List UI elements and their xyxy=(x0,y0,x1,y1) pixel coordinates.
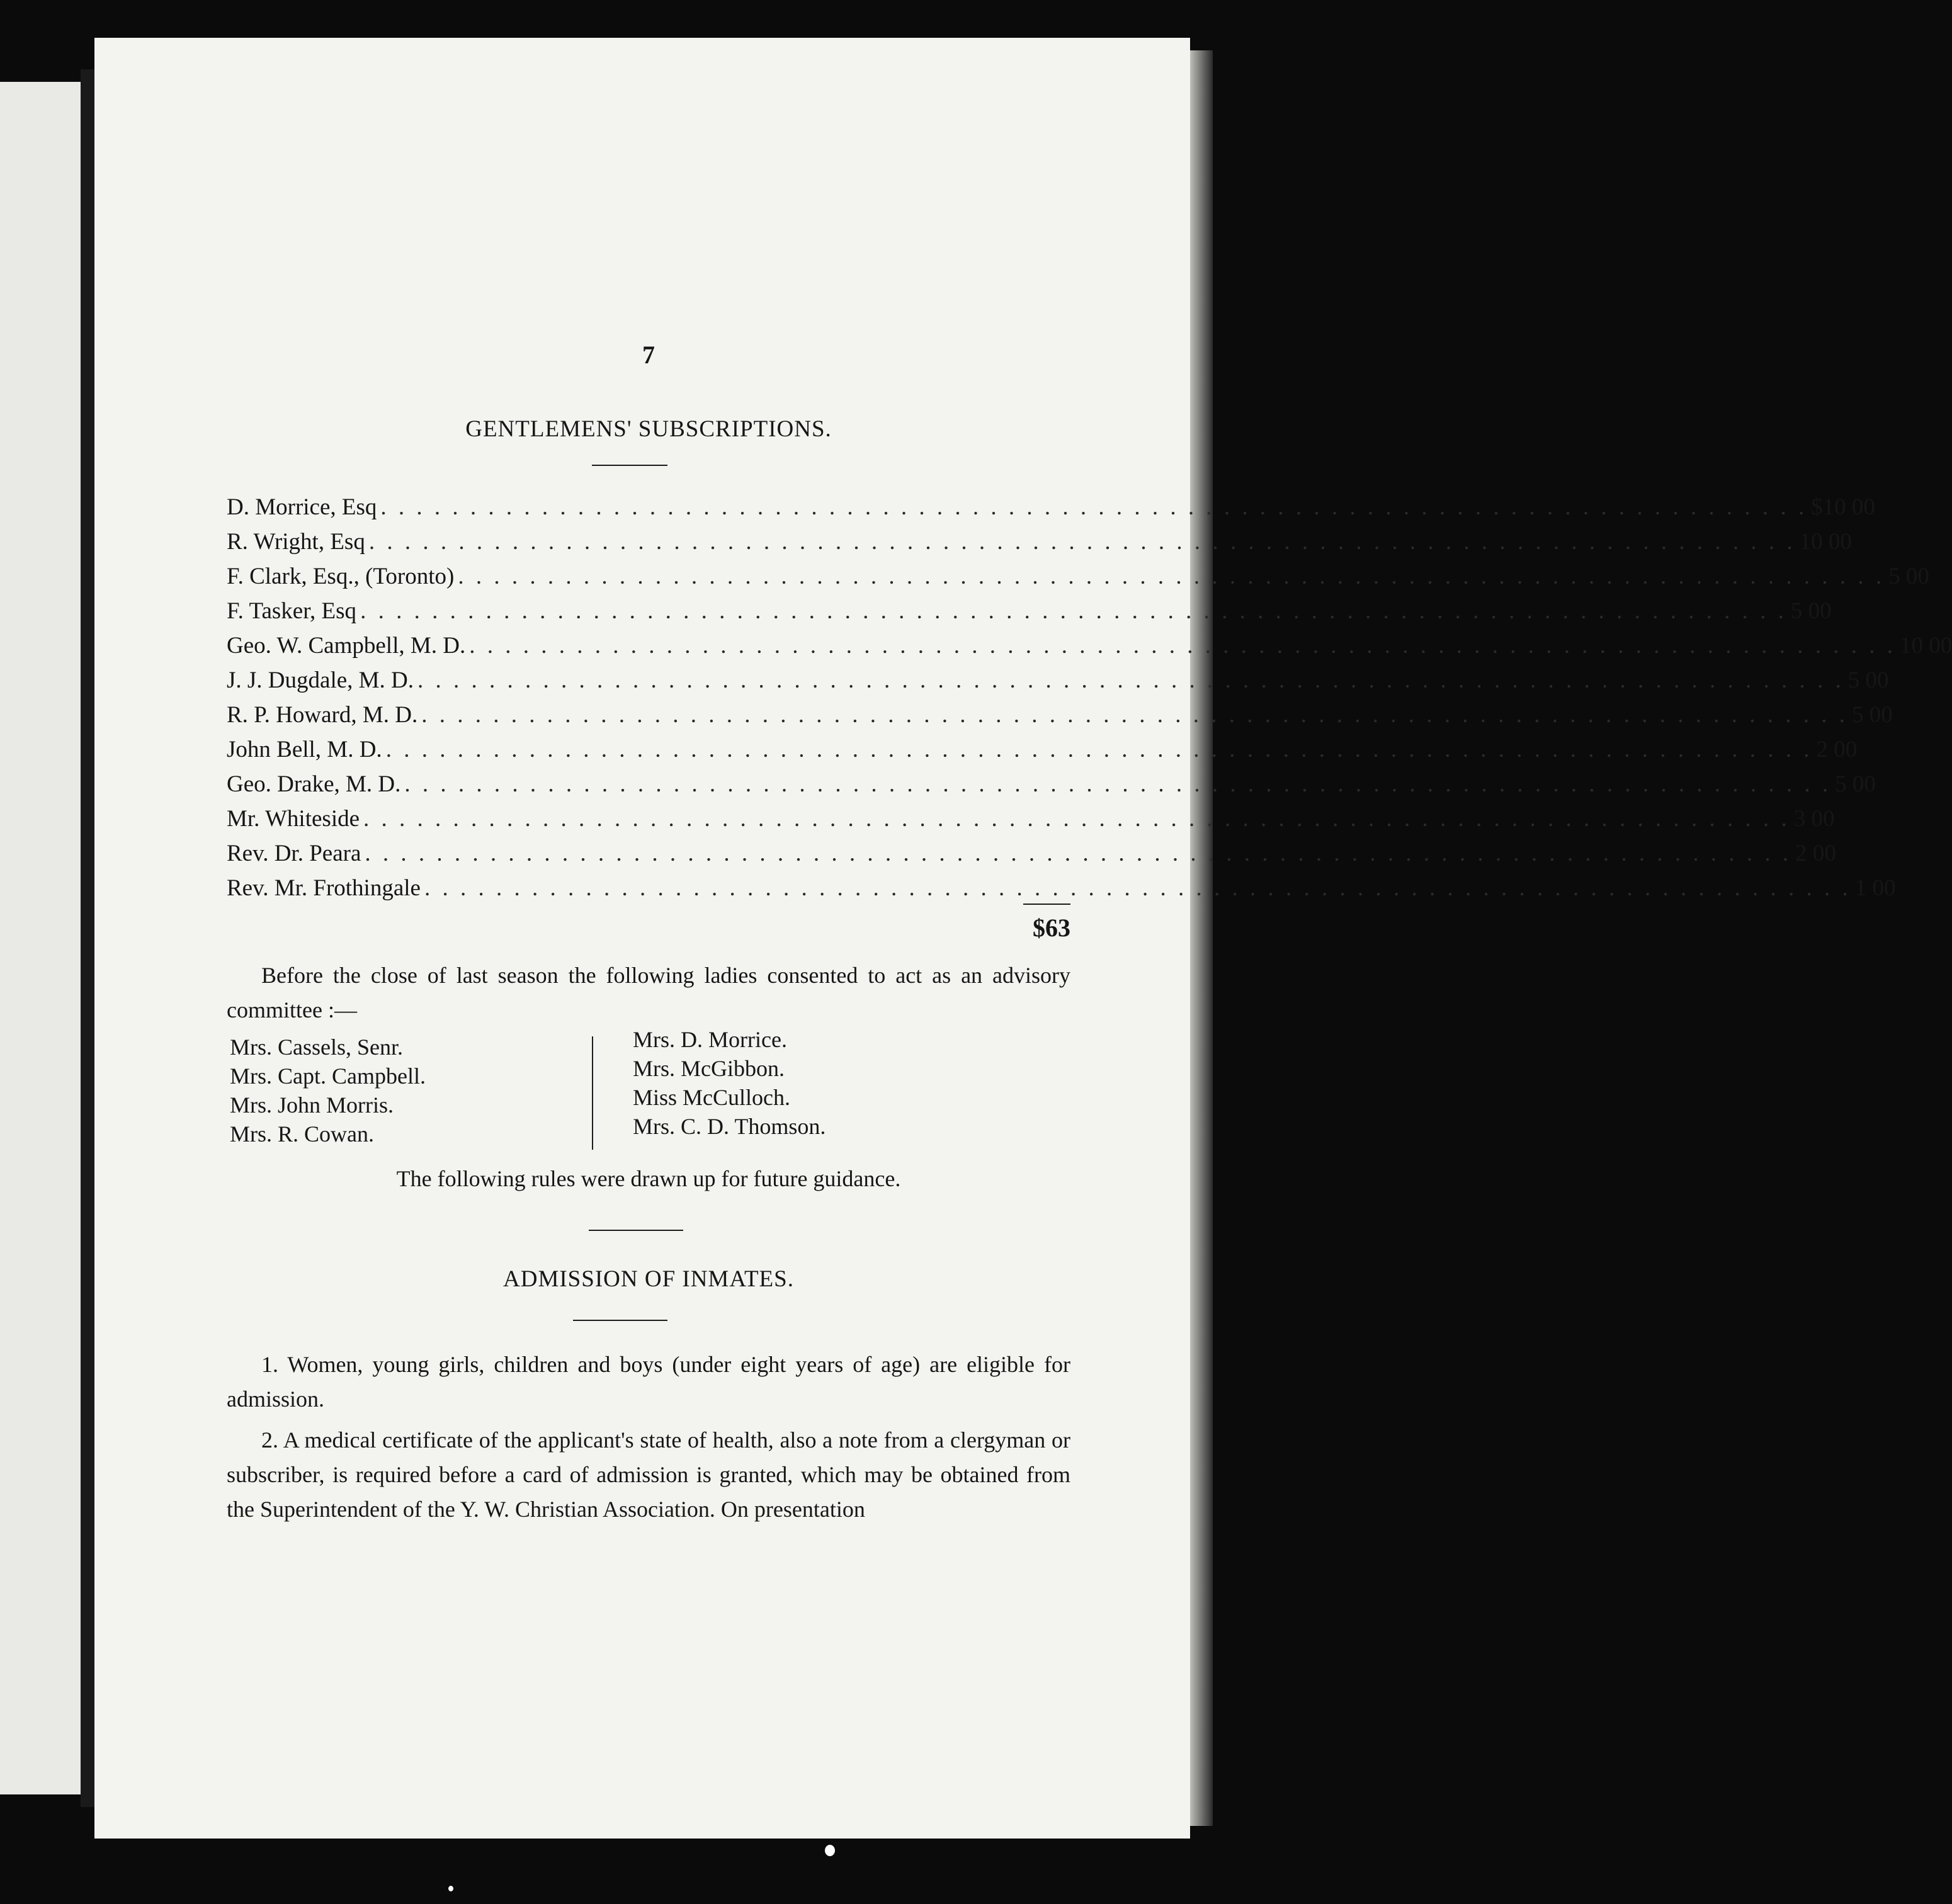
scan-speck xyxy=(825,1845,835,1856)
dot-leader: . . . . . . . . . . . . . . . . . . . . . . . . . . . . . . . . . . . . . . . . . . . . . . . . . . . . . . . . . . . . . . . . . . . . . . . . . . . . . . . . xyxy=(469,633,1896,659)
subscription-row xyxy=(227,559,1929,594)
admission-underline xyxy=(573,1320,667,1321)
committee-member: Mrs. John Morris. xyxy=(230,1092,394,1118)
subscription-row xyxy=(227,802,1835,836)
advisory-committee xyxy=(227,1027,1070,1159)
dot-leader: . . . . . . . . . . . . . . . . . . . . . . . . . . . . . . . . . . . . . . . . . . . . . . . . . . . . . . . . . . . . . . . . . . . . . . . . . . . . . . . . xyxy=(421,702,1848,728)
subscription-amount: 5 00 xyxy=(1851,702,1893,728)
admission-rule-1: 1. Women, young girls, children and boys (under eight years of age) are eligible for admission. xyxy=(227,1352,1070,1412)
dot-leader: . . . . . . . . . . . . . . . . . . . . . . . . . . . . . . . . . . . . . . . . . . . . . . . . . . . . . . . . . . . . . . . . . . . . . . . . . . . . . . . . xyxy=(404,771,1832,797)
subscription-row xyxy=(227,628,1952,663)
subscriber-name: Geo. W. Campbell, M. D. xyxy=(227,633,466,659)
subscription-amount: 10 00 xyxy=(1899,633,1952,659)
subscriber-name: Mr. Whiteside xyxy=(227,806,360,832)
committee-member: Mrs. McGibbon. xyxy=(633,1056,785,1081)
subscriber-name: F. Tasker, Esq xyxy=(227,598,357,624)
subscription-row xyxy=(227,871,1896,905)
committee-member: Mrs. R. Cowan. xyxy=(230,1121,375,1147)
binding-gutter xyxy=(81,69,94,1807)
dot-leader: . . . . . . . . . . . . . . . . . . . . . . . . . . . . . . . . . . . . . . . . . . . . . . . . . . . . . . . . . . . . . . . . . . . . . . . . . . . . . . . . xyxy=(458,564,1885,589)
committee-right-column xyxy=(633,1025,826,1141)
subscription-row xyxy=(227,663,1889,698)
dot-leader: . . . . . . . . . . . . . . . . . . . . . . . . . . . . . . . . . . . . . . . . . . . . . . . . . . . . . . . . . . . . . . . . . . . . . . . . . . . . . . . . xyxy=(365,841,1792,866)
subscription-row xyxy=(227,490,1875,524)
subscription-amount: 2 00 xyxy=(1795,841,1836,866)
committee-left-column xyxy=(230,1033,426,1148)
subscriber-name: J. J. Dugdale, M. D. xyxy=(227,667,414,693)
subscriber-name: Rev. Mr. Frothingale xyxy=(227,875,421,901)
subscriber-name: Geo. Drake, M. D. xyxy=(227,771,401,797)
subscription-amount: 5 00 xyxy=(1835,771,1876,797)
subscription-row xyxy=(227,767,1876,802)
committee-member: Mrs. D. Morrice. xyxy=(633,1027,787,1052)
dot-leader: . . . . . . . . . . . . . . . . . . . . . . . . . . . . . . . . . . . . . . . . . . . . . . . . . . . . . . . . . . . . . . . . . . . . . . . . . . . . . . . . xyxy=(424,875,1851,901)
dot-leader: . . . . . . . . . . . . . . . . . . . . . . . . . . . . . . . . . . . . . . . . . . . . . . . . . . . . . . . . . . . . . . . . . . . . . . . . . . . . . . . . xyxy=(360,598,1787,624)
admission-heading: ADMISSION OF INMATES. xyxy=(503,1266,794,1292)
subscription-row xyxy=(227,698,1893,732)
subscription-amount: 5 00 xyxy=(1847,667,1889,693)
subscription-amount: 10 00 xyxy=(1799,529,1852,555)
subscriptions-total: $63 xyxy=(1033,914,1070,942)
total-rule xyxy=(1023,904,1070,905)
committee-member: Mrs. Capt. Campbell. xyxy=(230,1063,426,1089)
document-page xyxy=(94,38,1952,1839)
subscription-amount: 1 00 xyxy=(1854,875,1896,901)
section-divider xyxy=(589,1230,683,1231)
subscription-row xyxy=(227,732,1858,767)
committee-intro: Before the close of last season the following ladies consented to act as an advisory committee :— xyxy=(227,963,1070,1023)
subscription-row xyxy=(227,836,1836,871)
subscription-amount: 5 00 xyxy=(1888,564,1929,589)
subscriber-name: John Bell, M. D. xyxy=(227,737,382,762)
subscription-amount: 2 00 xyxy=(1816,737,1858,762)
subscription-row xyxy=(227,594,1832,628)
dot-leader: . . . . . . . . . . . . . . . . . . . . . . . . . . . . . . . . . . . . . . . . . . . . . . . . . . . . . . . . . . . . . . . . . . . . . . . . . . . . . . . . xyxy=(417,667,1844,693)
subscriber-name: Rev. Dr. Peara xyxy=(227,841,361,866)
page-shadow xyxy=(1190,50,1213,1826)
committee-member: Mrs. C. D. Thomson. xyxy=(633,1114,826,1139)
dot-leader: . . . . . . . . . . . . . . . . . . . . . . . . . . . . . . . . . . . . . . . . . . . . . . . . . . . . . . . . . . . . . . . . . . . . . . . . . . . . . . . . xyxy=(363,806,1790,832)
dot-leader: . . . . . . . . . . . . . . . . . . . . . . . . . . . . . . . . . . . . . . . . . . . . . . . . . . . . . . . . . . . . . . . . . . . . . . . . . . . . . . . . xyxy=(385,737,1813,762)
rules-intro: The following rules were drawn up for future guidance. xyxy=(396,1166,901,1191)
subscription-row xyxy=(227,524,1852,559)
column-divider xyxy=(592,1036,593,1150)
subscription-amount: 5 00 xyxy=(1790,598,1832,624)
committee-member: Miss McCulloch. xyxy=(633,1085,791,1110)
subscription-amount: 3 00 xyxy=(1793,806,1835,832)
subscriber-name: F. Clark, Esq., (Toronto) xyxy=(227,564,455,589)
facing-page-edge xyxy=(0,82,81,1794)
dot-leader: . . . . . . . . . . . . . . . . . . . . . . . . . . . . . . . . . . . . . . . . . . . . . . . . . . . . . . . . . . . . . . . . . . . . . . . . . . . . . . . . xyxy=(368,529,1796,555)
heading-underline xyxy=(592,465,667,466)
scan-speck xyxy=(448,1886,453,1891)
subscription-amount: $10 00 xyxy=(1811,494,1875,520)
admission-rule-2: 2. A medical certificate of the applicant's state of health, also a note from a clergyman or subscriber, is required before a card of admission is granted, which may be obtained from the Superintendent of the Y. W. Christian Association. On presentation xyxy=(227,1427,1070,1522)
dot-leader: . . . . . . . . . . . . . . . . . . . . . . . . . . . . . . . . . . . . . . . . . . . . . . . . . . . . . . . . . . . . . . . . . . . . . . . . . . . . . . . . xyxy=(380,494,1808,520)
subscriber-name: R. Wright, Esq xyxy=(227,529,365,555)
subscriptions-heading: GENTLEMENS' SUBSCRIPTIONS. xyxy=(465,416,832,442)
page-number: 7 xyxy=(642,341,655,369)
committee-member: Mrs. Cassels, Senr. xyxy=(230,1034,404,1060)
subscriber-name: D. Morrice, Esq xyxy=(227,494,377,520)
subscriber-name: R. P. Howard, M. D. xyxy=(227,702,418,728)
subscriptions-list xyxy=(227,490,1952,905)
